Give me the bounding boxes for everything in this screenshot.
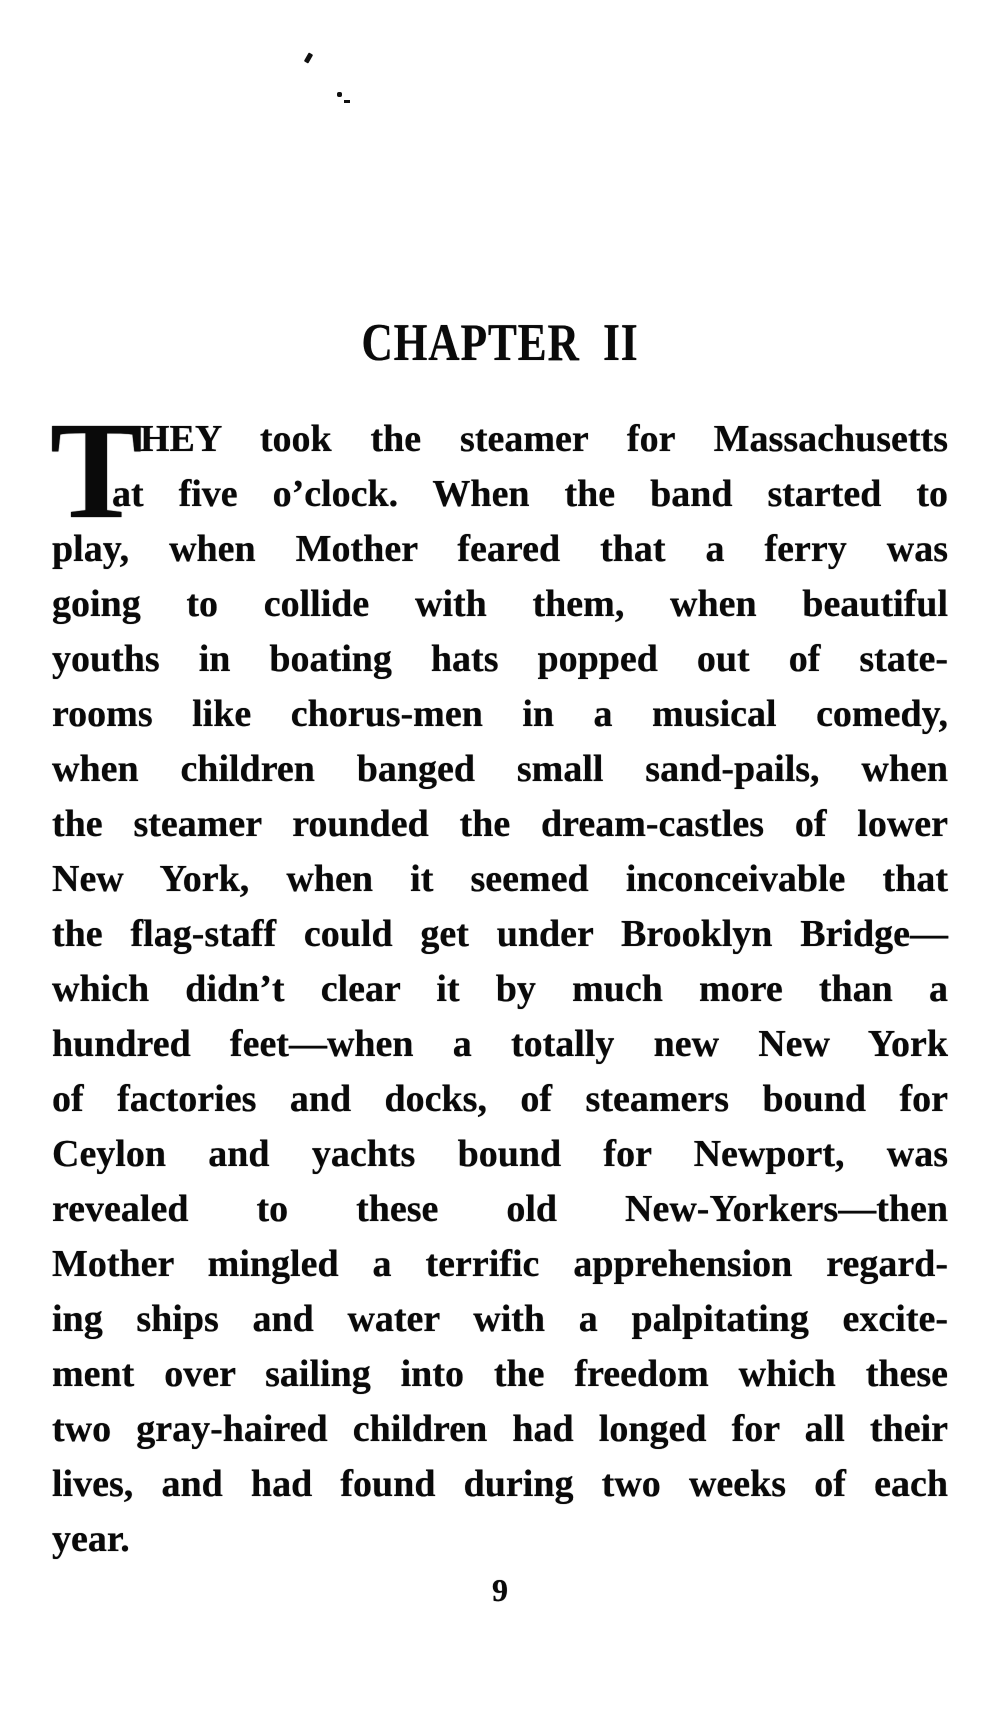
body-text-line: hundred feet—when a totally new New York (52, 1023, 948, 1065)
body-text-line: Mother mingled a terrific apprehension regard- (52, 1243, 948, 1285)
body-text-line: year. (52, 1518, 130, 1560)
page-number: 9 (492, 1572, 508, 1608)
chapter-heading: CHAPTER II (361, 314, 639, 372)
body-text-line: Ceylon and yachts bound for Newport, was (52, 1133, 948, 1175)
ink-speck (337, 92, 342, 97)
body-text-line: lives, and had found during two weeks of each (52, 1463, 948, 1505)
body-text-line: New York, when it seemed inconceivable that (52, 858, 948, 900)
body-text-line: HEY took the steamer for Massachusetts (140, 418, 948, 460)
ink-speck (344, 100, 350, 103)
body-text-line: going to collide with them, when beautiful (52, 583, 948, 625)
body-text-line: the steamer rounded the dream-castles of lower (52, 803, 948, 845)
body-text-line: the flag-staff could get under Brooklyn Bridge— (52, 913, 948, 955)
body-text-line: rooms like chorus-men in a musical comedy, (52, 693, 948, 735)
body-text-line: ing ships and water with a palpitating excite- (52, 1298, 948, 1340)
body-text-line: play, when Mother feared that a ferry was (52, 528, 948, 570)
body-text-line: two gray-haired children had longed for all their (52, 1408, 948, 1450)
body-text-line: youths in boating hats popped out of state- (52, 638, 948, 680)
body-text-line: which didn’t clear it by much more than a (52, 968, 948, 1010)
body-text-line: at five o’clock. When the band started to (112, 473, 948, 515)
body-text-line: ment over sailing into the freedom which these (52, 1353, 948, 1395)
body-text-line: revealed to these old New-Yorkers—then (52, 1188, 948, 1230)
drop-cap: T (50, 394, 143, 548)
paragraph (52, 412, 948, 1567)
body-text-line: of factories and docks, of steamers bound for (52, 1078, 948, 1120)
body-text-line: when children banged small sand-pails, when (52, 748, 948, 790)
ink-speck (304, 52, 313, 63)
